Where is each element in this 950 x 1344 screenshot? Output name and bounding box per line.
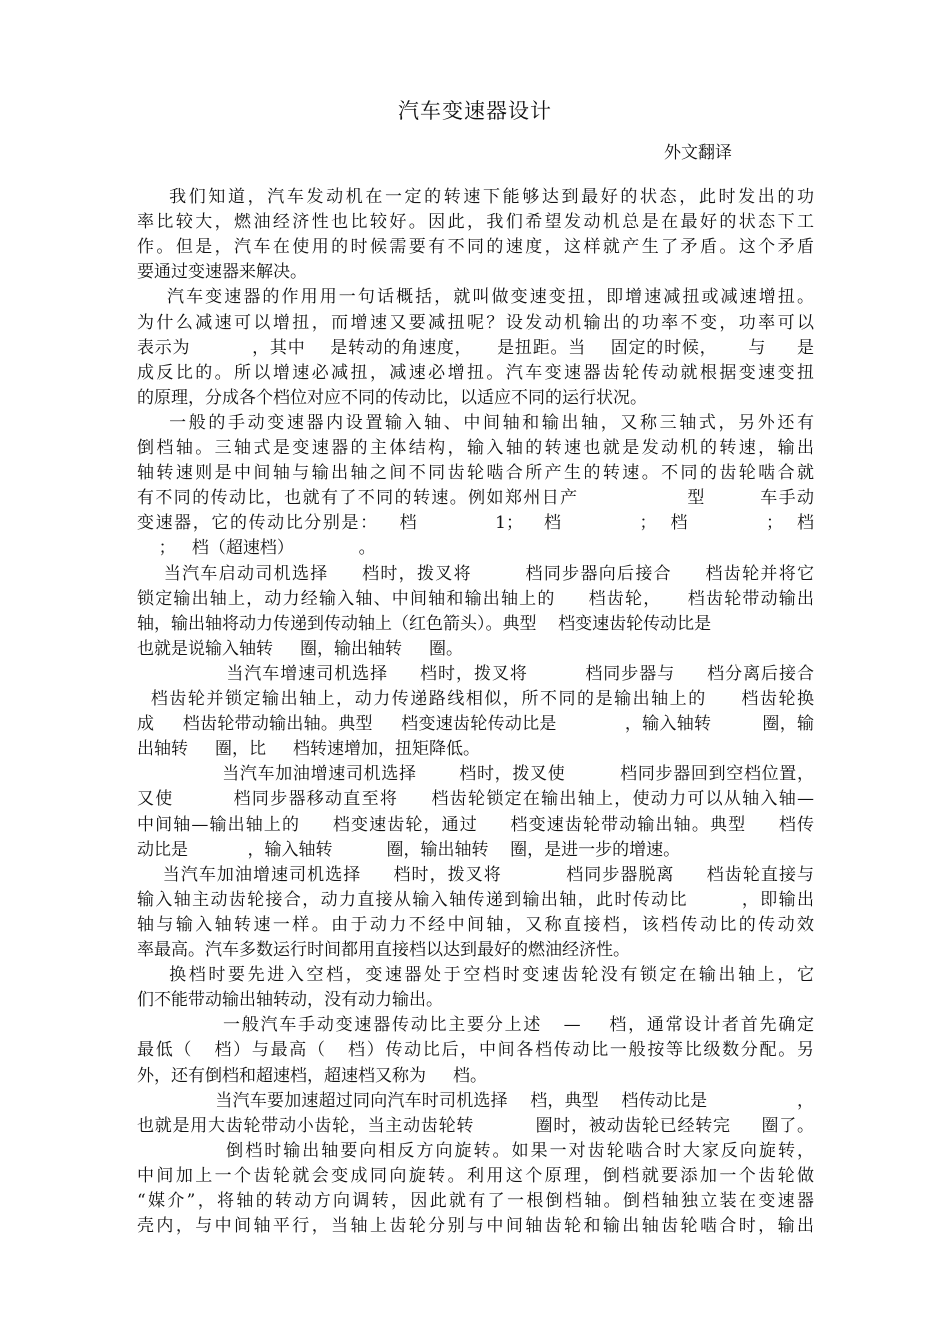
text-line: 最低（ 档）与最高（ 档）传动比后，中间各档传动比一般按等比级数分配。另 xyxy=(137,1040,814,1061)
text-line: 汽车变速器的作用用一句话概括，就叫做变速变扭，即增速减扭或减速增扭。 xyxy=(137,287,814,308)
text-line: ； 档（超速档） 。 xyxy=(137,538,376,559)
text-line: 轴与输入轴转速一样。由于动力不经中间轴，又称直接档，该档传动比的传动效 xyxy=(137,914,814,935)
text-line: “媒介”，将轴的转动方向调转，因此就有了一根倒档轴。倒档轴独立装在变速器 xyxy=(137,1191,814,1211)
text-line: 一般的手动变速器内设置输入轴、中间轴和输出轴，又称三轴式，另外还有 xyxy=(137,412,814,433)
text-line: 出轴转 圈，比 档转速增加，扭矩降低。 xyxy=(137,739,481,760)
text-line: 一般汽车手动变速器传动比主要分上述 — 档，通常设计者首先确定 xyxy=(137,1015,814,1036)
text-line: 当汽车加油增速司机选择 档时，拨叉使 档同步器回到空档位置， xyxy=(137,764,814,785)
document-subtitle: 外文翻译 xyxy=(664,143,732,163)
text-line: 中间加上一个齿轮就会变成同向旋转。利用这个原理，倒档就要添加一个齿轮做 xyxy=(137,1165,814,1186)
text-line: 壳内，与中间轴平行，当轴上齿轮分别与中间轴齿轮和输出轴齿轮啮合时，输出 xyxy=(137,1216,814,1237)
text-line: 作。但是，汽车在使用的时候需要有不同的速度，这样就产生了矛盾。这个矛盾 xyxy=(137,237,814,258)
text-line: 又使 档同步器移动直至将 档齿轮锁定在输出轴上，使动力可以从轴入轴— xyxy=(137,789,814,810)
text-line: 换档时要先进入空档，变速器处于空档时变速齿轮没有锁定在输出轴上，它 xyxy=(137,965,814,986)
text-line: 倒档轴。三轴式是变速器的主体结构，输入轴的转速也就是发动机的转速，输出 xyxy=(137,438,814,458)
text-line: 外，还有倒档和超速档，超速档又称为 档。 xyxy=(137,1065,488,1086)
text-line: 也就是说输入轴转 圈，输出轴转 圈。 xyxy=(137,638,464,659)
text-line: 的原理，分成各个档位对应不同的传动比，以适应不同的运行状况。 xyxy=(137,387,647,408)
text-line: 成反比的。所以增速必减扭，减速必增扭。汽车变速器齿轮传动就根据变速变扭 xyxy=(137,362,814,383)
document-title: 汽车变速器设计 xyxy=(398,99,552,123)
text-line: 率比较大，燃油经济性也比较好。因此，我们希望发动机总是在最好的状态下工 xyxy=(137,212,814,233)
text-line: 为什么减速可以增扭，而增速又要减扭呢？设发动机输出的功率不变，功率可以 xyxy=(137,312,814,333)
text-line: 要通过变速器来解决。 xyxy=(137,262,307,283)
text-line: 当汽车要加速超过同向汽车时司机选择 档，典型 档传动比是 ， xyxy=(137,1090,814,1111)
text-line: 轴转速则是中间轴与输出轴之间不同齿轮啮合所产生的转速。不同的齿轮啮合就 xyxy=(137,463,814,484)
text-line: 当汽车启动司机选择 档时，拨叉将 档同步器向后接合 档齿轮并将它 xyxy=(137,563,814,584)
text-line: 锁定输出轴上，动力经输入轴、中间轴和输出轴上的 档齿轮， 档齿轮带动输出 xyxy=(137,588,814,609)
text-line: 动比是 ，输入轴转 圈，输出轴转 圈，是进一步的增速。 xyxy=(137,839,681,860)
text-line: 率最高。汽车多数运行时间都用直接档以达到最好的燃油经济性。 xyxy=(137,940,630,960)
text-line: 中间轴—输出轴上的 档变速齿轮，通过 档变速齿轮带动输出轴。典型 档传 xyxy=(137,814,814,835)
text-line: 表示为 ，其中 是转动的角速度， 是扭距。当 固定的时候， 与 是 xyxy=(137,337,814,358)
text-line: 们不能带动输出轴转动，没有动力输出。 xyxy=(137,990,443,1011)
text-line: 我们知道，汽车发动机在一定的转速下能够达到最好的状态，此时发出的功 xyxy=(137,187,814,207)
text-line: 成 档齿轮带动输出轴。典型 档变速齿轮传动比是 ，输入轴转 圈，输 xyxy=(137,714,814,735)
text-line: 轴，输出轴将动力传递到传动轴上（红色箭头）。典型 档变速齿轮传动比是 xyxy=(137,613,712,634)
text-line: 变速器，它的传动比分别是： 档 1； 档 ； 档 ； 档 xyxy=(137,513,814,534)
text-line: 当汽车加油增速司机选择 档时，拨叉将 档同步器脱离 档齿轮直接与 xyxy=(137,864,814,885)
text-line: 当汽车增速司机选择 档时，拨叉将 档同步器与 档分离后接合 xyxy=(137,663,814,684)
text-line: 输入轴主动齿轮接合，动力直接从输入轴传递到输出轴，此时传动比 ，即输出 xyxy=(137,889,814,910)
text-line: 档齿轮并锁定输出轴上，动力传递路线相似，所不同的是输出轴上的 档齿轮换 xyxy=(137,689,814,709)
text-line: 也就是用大齿轮带动小齿轮，当主动齿轮转 圈时，被动齿轮已经转完 圈了。 xyxy=(137,1115,814,1136)
text-line: 有不同的传动比，也就有了不同的转速。例如郑州日产 型 车手动 xyxy=(137,488,814,509)
text-line: 倒档时输出轴要向相反方向旋转。如果一对齿轮啮合时大家反向旋转， xyxy=(137,1140,814,1161)
